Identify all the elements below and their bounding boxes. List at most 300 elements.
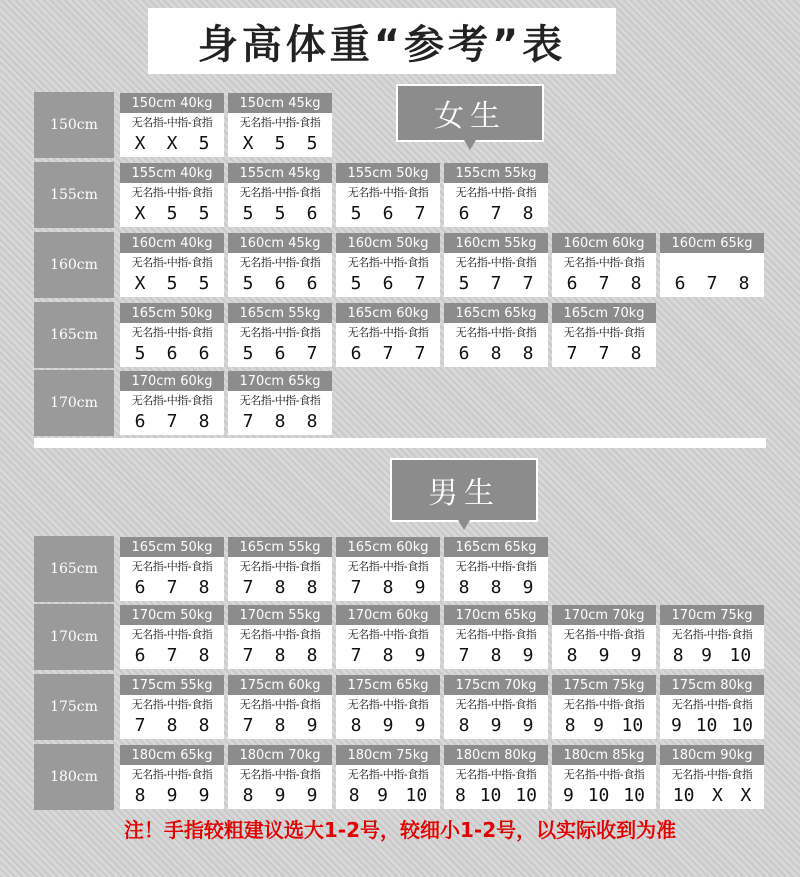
cell-finger-order: 无名指-中指-食指 (347, 698, 429, 711)
size-cell (228, 163, 332, 227)
ring-size-value: 9 (382, 714, 394, 736)
ring-size-value: 7 (242, 410, 254, 432)
ring-size-value: X (711, 784, 723, 806)
cell-height-weight: 175cm 55kg (120, 675, 224, 695)
ring-size-value: 5 (166, 272, 178, 294)
cell-finger-order: 无名指-中指-食指 (455, 256, 537, 269)
cell-finger-order: 无名指-中指-食指 (239, 394, 321, 407)
ring-size-value: X (740, 784, 752, 806)
ring-size-value: 9 (490, 714, 502, 736)
cell-height-weight: 175cm 70kg (444, 675, 548, 695)
ring-size-value: 7 (382, 342, 394, 364)
size-cell (228, 371, 332, 435)
ring-size-value: 9 (630, 644, 642, 666)
cell-finger-order: 无名指-中指-食指 (347, 326, 429, 339)
sizing-note: 注！手指较粗建议选大1-2号，较细小1-2号，以实际收到为准 (123, 817, 677, 842)
ring-size-value: 9 (414, 714, 426, 736)
ring-size-value: 7 (306, 342, 318, 364)
size-cell (336, 233, 440, 297)
cell-finger-order: 无名指-中指-食指 (455, 698, 537, 711)
cell-finger-order: 无名指-中指-食指 (671, 768, 753, 781)
ring-size-value: 8 (490, 342, 502, 364)
male-row (34, 674, 766, 740)
cell-ring-sizes (228, 131, 332, 155)
ring-size-value: 7 (166, 576, 178, 598)
size-cell (444, 537, 548, 601)
ring-size-value: 6 (274, 342, 286, 364)
ring-size-value: X (134, 272, 146, 294)
cell-finger-order: 无名指-中指-食指 (239, 698, 321, 711)
ring-size-value: 8 (274, 576, 286, 598)
ring-size-value: 5 (274, 202, 286, 224)
ring-size-value: 6 (382, 202, 394, 224)
ring-size-value: 6 (166, 342, 178, 364)
cell-ring-sizes (120, 341, 224, 365)
cell-height-weight: 165cm 70kg (552, 303, 656, 323)
ring-size-value: 8 (490, 644, 502, 666)
ring-size-value: 7 (706, 272, 718, 294)
cell-height-weight: 180cm 70kg (228, 745, 332, 765)
ring-size-value: 5 (166, 202, 178, 224)
ring-size-value: 5 (350, 202, 362, 224)
cell-ring-sizes (228, 643, 332, 667)
ring-size-value: X (134, 132, 146, 154)
cell-height-weight: 175cm 80kg (660, 675, 764, 695)
ring-size-value: 5 (198, 272, 210, 294)
ring-size-value: 9 (598, 644, 610, 666)
size-cell (120, 537, 224, 601)
cell-height-weight: 165cm 50kg (120, 303, 224, 323)
ring-size-value: 7 (490, 272, 502, 294)
cell-ring-sizes (336, 713, 440, 737)
size-cell (336, 745, 440, 809)
cell-finger-order: 无名指-中指-食指 (347, 560, 429, 573)
cell-ring-sizes (552, 341, 656, 365)
ring-size-value: 8 (454, 784, 466, 806)
size-cell (444, 745, 548, 809)
cell-ring-sizes (444, 575, 548, 599)
cell-finger-order: 无名指-中指-食指 (131, 628, 213, 641)
cell-finger-order: 无名指-中指-食指 (671, 698, 753, 711)
ring-size-value: 5 (134, 342, 146, 364)
ring-size-value: 7 (242, 714, 254, 736)
size-cell (444, 675, 548, 739)
ring-size-value: 6 (382, 272, 394, 294)
cell-finger-order: 无名指-中指-食指 (347, 768, 429, 781)
row-height-label: 155cm (34, 162, 114, 228)
cell-ring-sizes (660, 783, 764, 807)
size-cell (444, 163, 548, 227)
cell-ring-sizes (120, 409, 224, 433)
row-height-label: 150cm (34, 92, 114, 158)
ring-size-value: 9 (522, 644, 534, 666)
ring-size-value: 6 (134, 576, 146, 598)
cell-ring-sizes (228, 201, 332, 225)
female-row (34, 232, 766, 298)
ring-size-value: 9 (593, 714, 604, 736)
cell-finger-order: 无名指-中指-食指 (347, 186, 429, 199)
cell-ring-sizes (336, 783, 440, 807)
size-cell (660, 675, 764, 739)
size-cell (552, 675, 656, 739)
cell-ring-sizes (120, 643, 224, 667)
size-cell (444, 233, 548, 297)
ring-size-value: 9 (414, 644, 426, 666)
cell-height-weight: 175cm 75kg (552, 675, 656, 695)
ring-size-value: 8 (274, 410, 286, 432)
cell-height-weight: 175cm 60kg (228, 675, 332, 695)
cell-height-weight: 165cm 60kg (336, 303, 440, 323)
cell-height-weight: 165cm 55kg (228, 303, 332, 323)
row-height-label: 170cm (34, 604, 114, 670)
ring-size-value: 8 (306, 576, 318, 598)
ring-size-value: 8 (672, 644, 684, 666)
ring-size-value: 10 (623, 784, 646, 806)
cell-ring-sizes (120, 575, 224, 599)
cell-height-weight: 180cm 90kg (660, 745, 764, 765)
cell-ring-sizes (444, 783, 548, 807)
size-cell (120, 605, 224, 669)
size-cell (228, 233, 332, 297)
male-badge: 男生 (390, 458, 538, 522)
cell-ring-sizes (444, 201, 548, 225)
ring-size-value: 10 (731, 714, 754, 736)
size-cell (336, 163, 440, 227)
male-section (34, 448, 766, 810)
ring-size-value: 7 (490, 202, 502, 224)
ring-size-value: 8 (198, 644, 210, 666)
ring-size-value: 8 (306, 410, 318, 432)
ring-size-value: 9 (701, 644, 712, 666)
size-cell (552, 303, 656, 367)
size-cell (120, 303, 224, 367)
cell-ring-sizes (228, 409, 332, 433)
ring-size-value: 8 (198, 576, 210, 598)
ring-size-value: 6 (134, 410, 146, 432)
ring-size-value: 7 (166, 644, 178, 666)
cell-height-weight: 150cm 40kg (120, 93, 224, 113)
ring-size-value: 6 (274, 272, 286, 294)
size-cell (336, 605, 440, 669)
row-height-label: 175cm (34, 674, 114, 740)
size-cell (660, 605, 764, 669)
cell-finger-order: 无名指-中指-食指 (455, 560, 537, 573)
size-cell (228, 537, 332, 601)
cell-height-weight: 155cm 40kg (120, 163, 224, 183)
size-cell (660, 745, 764, 809)
ring-size-value: 8 (350, 714, 362, 736)
ring-size-value: 10 (587, 784, 610, 806)
ring-size-value: 6 (458, 342, 470, 364)
ring-size-value: 10 (729, 644, 752, 666)
cell-finger-order: 无名指-中指-食指 (239, 186, 321, 199)
cell-ring-sizes (552, 643, 656, 667)
ring-size-value: 5 (306, 132, 318, 154)
cell-ring-sizes (444, 341, 548, 365)
ring-size-value: 9 (414, 576, 426, 598)
cell-height-weight: 170cm 65kg (228, 371, 332, 391)
size-cell (228, 605, 332, 669)
cell-ring-sizes (660, 271, 764, 295)
ring-size-value: 7 (350, 576, 362, 598)
ring-size-value: 9 (306, 714, 318, 736)
cell-finger-order: 无名指-中指-食指 (239, 628, 321, 641)
ring-size-value: 8 (274, 644, 286, 666)
ring-size-value: 8 (166, 714, 178, 736)
male-row (34, 744, 766, 810)
ring-size-value: 6 (134, 644, 146, 666)
cell-ring-sizes (120, 271, 224, 295)
ring-size-value: X (166, 132, 178, 154)
cell-height-weight: 160cm 65kg (660, 233, 764, 253)
ring-size-value: 5 (242, 342, 254, 364)
row-height-label: 160cm (34, 232, 114, 298)
cell-finger-order: 无名指-中指-食指 (563, 768, 645, 781)
cell-finger-order: 无名指-中指-食指 (239, 560, 321, 573)
cell-ring-sizes (336, 643, 440, 667)
row-height-label: 170cm (34, 370, 114, 436)
size-cell (660, 233, 764, 297)
size-cell (552, 605, 656, 669)
title-box (148, 8, 616, 74)
cell-height-weight: 170cm 70kg (552, 605, 656, 625)
cell-ring-sizes (120, 713, 224, 737)
female-section (34, 92, 766, 438)
ring-size-value: 6 (198, 342, 210, 364)
female-badge: 女生 (396, 84, 544, 142)
size-cell (336, 303, 440, 367)
ring-size-value: 7 (414, 202, 426, 224)
row-height-label: 165cm (34, 302, 114, 368)
female-row (34, 162, 766, 228)
cell-height-weight: 165cm 65kg (444, 303, 548, 323)
ring-size-value: 7 (166, 410, 178, 432)
ring-size-value: 10 (621, 714, 644, 736)
ring-size-value: 9 (670, 714, 682, 736)
cell-height-weight: 165cm 50kg (120, 537, 224, 557)
ring-size-value: 7 (522, 272, 534, 294)
row-height-label: 165cm (34, 536, 114, 602)
ring-size-value: 8 (134, 784, 146, 806)
ring-size-value: X (134, 202, 146, 224)
ring-size-value: 10 (515, 784, 538, 806)
size-cell (120, 675, 224, 739)
cell-finger-order: 无名指-中指-食指 (455, 326, 537, 339)
cell-ring-sizes (336, 575, 440, 599)
ring-size-value: 8 (274, 714, 286, 736)
cell-ring-sizes (444, 713, 548, 737)
ring-size-value: 8 (458, 714, 470, 736)
cell-height-weight: 170cm 60kg (120, 371, 224, 391)
cell-height-weight: 180cm 80kg (444, 745, 548, 765)
cell-ring-sizes (228, 271, 332, 295)
size-cell (120, 371, 224, 435)
ring-size-value: 10 (405, 784, 428, 806)
ring-size-value: 10 (672, 784, 695, 806)
cell-height-weight: 180cm 75kg (336, 745, 440, 765)
cell-height-weight: 170cm 50kg (120, 605, 224, 625)
cell-height-weight: 180cm 65kg (120, 745, 224, 765)
cell-finger-order (660, 253, 764, 271)
cell-height-weight: 160cm 45kg (228, 233, 332, 253)
section-divider (34, 438, 766, 448)
cell-ring-sizes (552, 713, 656, 737)
ring-size-value: 7 (458, 644, 470, 666)
cell-finger-order: 无名指-中指-食指 (563, 256, 645, 269)
cell-ring-sizes (336, 341, 440, 365)
cell-finger-order: 无名指-中指-食指 (563, 698, 645, 711)
cell-ring-sizes (444, 643, 548, 667)
cell-finger-order: 无名指-中指-食指 (131, 768, 213, 781)
ring-size-value: 8 (242, 784, 254, 806)
ring-size-value: 9 (274, 784, 286, 806)
ring-size-value: 8 (738, 272, 750, 294)
ring-size-value: 8 (348, 784, 360, 806)
cell-height-weight: 170cm 60kg (336, 605, 440, 625)
cell-ring-sizes (336, 201, 440, 225)
cell-finger-order: 无名指-中指-食指 (563, 628, 645, 641)
ring-size-value: 10 (479, 784, 502, 806)
ring-size-value: 6 (674, 272, 686, 294)
cell-ring-sizes (552, 271, 656, 295)
ring-size-value: 9 (377, 784, 388, 806)
cell-height-weight: 160cm 60kg (552, 233, 656, 253)
cell-height-weight: 180cm 85kg (552, 745, 656, 765)
ring-size-value: 10 (695, 714, 718, 736)
cell-finger-order: 无名指-中指-食指 (455, 768, 537, 781)
size-cell (228, 93, 332, 157)
cell-height-weight: 165cm 60kg (336, 537, 440, 557)
female-row (34, 92, 766, 158)
cell-height-weight: 160cm 50kg (336, 233, 440, 253)
cell-finger-order: 无名指-中指-食指 (131, 326, 213, 339)
cell-ring-sizes (552, 783, 656, 807)
ring-size-value: 7 (598, 272, 610, 294)
size-cell (120, 745, 224, 809)
cell-finger-order: 无名指-中指-食指 (131, 560, 213, 573)
ring-size-value: 7 (598, 342, 610, 364)
ring-size-value: X (242, 132, 254, 154)
ring-size-value: 7 (134, 714, 146, 736)
cell-finger-order: 无名指-中指-食指 (455, 628, 537, 641)
ring-size-value: 6 (566, 272, 578, 294)
ring-size-value: 6 (458, 202, 470, 224)
cell-finger-order: 无名指-中指-食指 (347, 256, 429, 269)
ring-size-value: 5 (458, 272, 470, 294)
size-cell (120, 233, 224, 297)
cell-height-weight: 155cm 55kg (444, 163, 548, 183)
row-height-label: 180cm (34, 744, 114, 810)
ring-size-value: 5 (242, 272, 254, 294)
ring-size-value: 9 (562, 784, 574, 806)
cell-height-weight: 165cm 55kg (228, 537, 332, 557)
cell-height-weight: 150cm 45kg (228, 93, 332, 113)
ring-size-value: 8 (630, 342, 642, 364)
cell-ring-sizes (120, 201, 224, 225)
ring-size-value: 5 (198, 132, 210, 154)
cell-finger-order: 无名指-中指-食指 (239, 326, 321, 339)
cell-height-weight: 170cm 55kg (228, 605, 332, 625)
size-cell (336, 675, 440, 739)
ring-size-value: 7 (414, 342, 426, 364)
ring-size-value: 8 (490, 576, 502, 598)
cell-finger-order: 无名指-中指-食指 (131, 186, 213, 199)
cell-height-weight: 170cm 65kg (444, 605, 548, 625)
cell-height-weight: 175cm 65kg (336, 675, 440, 695)
cell-finger-order: 无名指-中指-食指 (455, 186, 537, 199)
ring-size-value: 8 (458, 576, 470, 598)
size-cell (552, 745, 656, 809)
size-cell (228, 675, 332, 739)
ring-size-value: 5 (350, 272, 362, 294)
cell-finger-order: 无名指-中指-食指 (131, 394, 213, 407)
size-cell (228, 303, 332, 367)
male-row (34, 604, 766, 670)
female-row (34, 370, 766, 436)
size-cell (228, 745, 332, 809)
cell-finger-order: 无名指-中指-食指 (239, 116, 321, 129)
ring-size-value: 9 (198, 784, 210, 806)
cell-height-weight: 160cm 55kg (444, 233, 548, 253)
ring-size-value: 9 (522, 576, 534, 598)
size-cell (444, 605, 548, 669)
cell-finger-order: 无名指-中指-食指 (131, 256, 213, 269)
ring-size-value: 8 (198, 714, 210, 736)
size-cell (120, 163, 224, 227)
ring-size-value: 5 (198, 202, 210, 224)
ring-size-value: 5 (242, 202, 254, 224)
ring-size-value: 8 (382, 644, 394, 666)
cell-finger-order: 无名指-中指-食指 (131, 698, 213, 711)
cell-ring-sizes (228, 783, 332, 807)
cell-ring-sizes (228, 341, 332, 365)
ring-size-value: 7 (242, 576, 254, 598)
cell-ring-sizes (660, 643, 764, 667)
cell-height-weight: 165cm 65kg (444, 537, 548, 557)
cell-finger-order: 无名指-中指-食指 (347, 628, 429, 641)
ring-size-value: 8 (522, 342, 534, 364)
ring-size-value: 8 (306, 644, 318, 666)
cell-finger-order: 无名指-中指-食指 (671, 628, 753, 641)
cell-height-weight: 170cm 75kg (660, 605, 764, 625)
ring-size-value: 9 (522, 714, 534, 736)
size-cell (444, 303, 548, 367)
cell-finger-order: 无名指-中指-食指 (239, 768, 321, 781)
cell-ring-sizes (228, 575, 332, 599)
cell-finger-order: 无名指-中指-食指 (239, 256, 321, 269)
cell-height-weight: 155cm 50kg (336, 163, 440, 183)
cell-ring-sizes (336, 271, 440, 295)
cell-ring-sizes (444, 271, 548, 295)
page-title: 身高体重“参考”表 (197, 21, 567, 68)
ring-size-value: 9 (306, 784, 318, 806)
cell-height-weight: 160cm 40kg (120, 233, 224, 253)
ring-size-value: 9 (166, 784, 178, 806)
size-cell (552, 233, 656, 297)
size-cell (120, 93, 224, 157)
cell-height-weight: 155cm 45kg (228, 163, 332, 183)
ring-size-value: 8 (630, 272, 642, 294)
cell-ring-sizes (228, 713, 332, 737)
ring-size-value: 8 (522, 202, 534, 224)
ring-size-value: 7 (414, 272, 426, 294)
size-cell (336, 537, 440, 601)
cell-ring-sizes (660, 713, 764, 737)
ring-size-value: 5 (274, 132, 286, 154)
cell-finger-order: 无名指-中指-食指 (131, 116, 213, 129)
ring-size-value: 7 (242, 644, 254, 666)
ring-size-value: 6 (306, 272, 318, 294)
